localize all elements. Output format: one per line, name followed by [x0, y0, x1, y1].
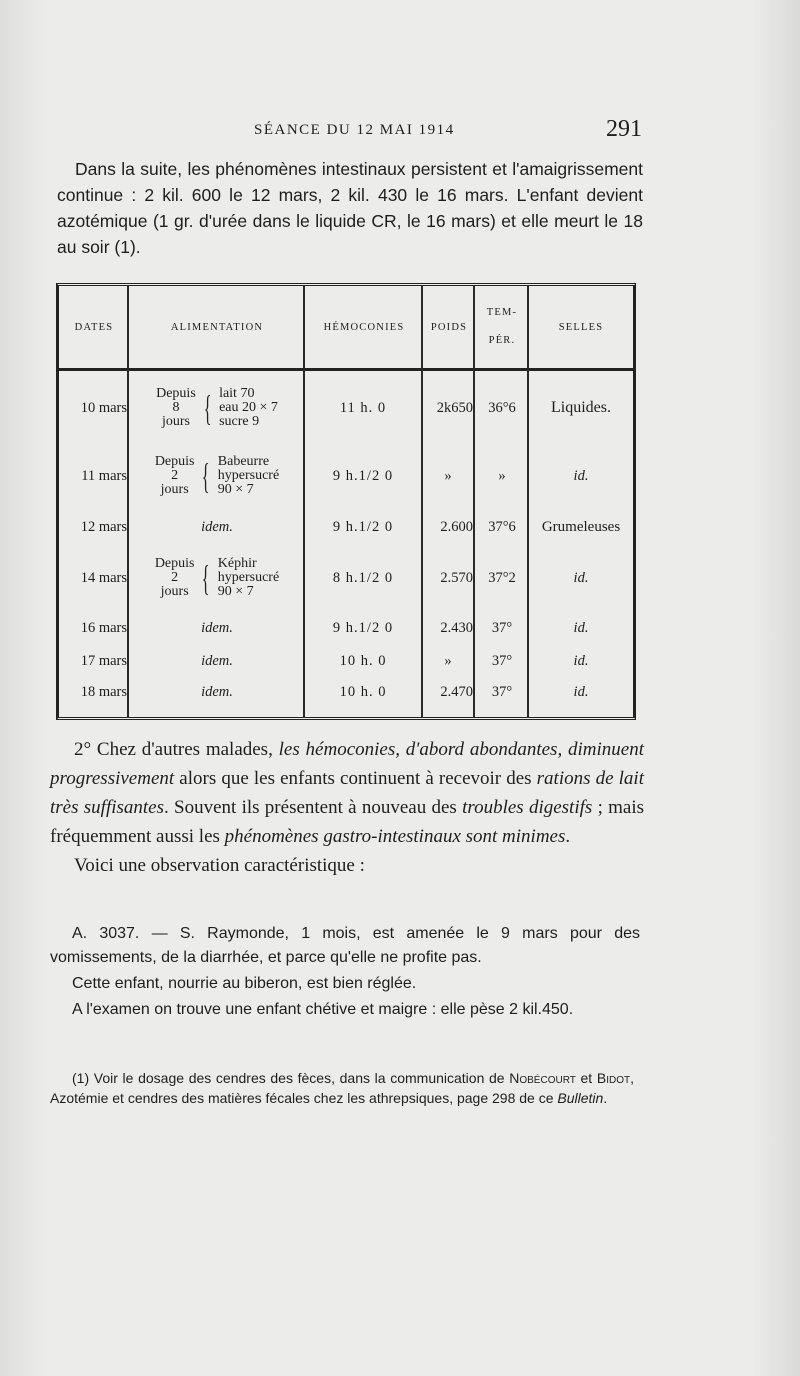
footnote [50, 1068, 634, 1108]
text-run-italic: troubles digestifs [462, 797, 593, 818]
cell-selles: Liquides. [551, 399, 611, 416]
running-head: SÉANCE DU 12 MAI 1914 [254, 122, 455, 138]
cell-date: 10 mars [80, 399, 127, 416]
recipe-line: sucre 9 [219, 414, 260, 429]
duration-line: jours [160, 482, 189, 497]
data-table [56, 283, 636, 720]
header-temper-line2: PÉR. [488, 335, 516, 346]
recipe-line: lait 70 [219, 386, 255, 401]
table-row [59, 376, 633, 440]
cell-alimentation: idem. [201, 619, 233, 636]
recipe-line: hypersucré [217, 468, 280, 483]
author-name: Nobécourt [509, 1070, 576, 1086]
header-selles: SELLES [558, 321, 604, 333]
alimentation-group [156, 387, 278, 429]
cell-temperature: 37° [491, 652, 513, 669]
brace-icon: { [203, 388, 212, 428]
header-poids: POIDS [430, 321, 468, 333]
brace-icon: { [202, 558, 211, 598]
table-header [59, 286, 633, 368]
duration-line: jours [161, 414, 190, 429]
recipe-line: eau 20 × 7 [219, 400, 278, 415]
table-row [59, 442, 633, 510]
observation-paragraph: A. 3037. — S. Raymonde, 1 mois, est amenée le 9 mars pour des vomissements, de la diarrhée, et parce qu'elle ne profite pas. [50, 925, 640, 966]
body-text [50, 735, 644, 880]
recipe-line: 90 × 7 [217, 584, 254, 599]
cell-alimentation [131, 442, 303, 510]
table-row [59, 546, 633, 610]
cell-temperature: 37°2 [488, 569, 516, 586]
cell-date: 17 mars [80, 652, 127, 669]
alimentation-duration [155, 455, 195, 497]
header-dates: DATES [74, 321, 114, 333]
cell-alimentation [131, 546, 303, 610]
cell-selles: id. [573, 569, 589, 586]
text-run: , Azotémie et cendres des matières fécales chez les athrepsiques, page 298 de ce [50, 1070, 634, 1106]
cell-date: 12 mars [80, 518, 127, 535]
alimentation-group [155, 557, 279, 599]
cell-hemoconies: 10 h. 0 [339, 683, 387, 700]
alimentation-duration [156, 387, 196, 429]
duration-line: 2 [171, 570, 179, 585]
body-paragraph [50, 735, 644, 851]
cell-hemoconies: 8 h.1/2 0 [332, 569, 394, 586]
intro-text: Dans la suite, les phénomènes intestinaux persistent et l'amaigrissement continue : 2 kil. 600 le 12 mars, 2 kil. 430 le 16 mars. L'enfant devient azotémique (1 gr. d'urée dans le liquide CR, le 16 mars) et elle meurt le 18 au soir (1). [57, 159, 643, 257]
text-run: alors que les enfants continuent à recevoir des [174, 768, 537, 789]
cell-selles: id. [573, 652, 589, 669]
table-row [59, 612, 633, 644]
cell-poids: 2.600 [440, 518, 473, 535]
duration-line: jours [160, 584, 189, 599]
intro-paragraph [57, 156, 643, 260]
cell-temperature: 37° [491, 619, 513, 636]
cell-hemoconies: 11 h. 0 [339, 399, 387, 416]
cell-poids: 2.430 [440, 619, 473, 636]
table-row [59, 512, 633, 542]
cell-date: 16 mars [80, 619, 127, 636]
header-alimentation: ALIMENTATION [170, 321, 264, 333]
table-row [59, 646, 633, 676]
cell-temperature: 37° [491, 683, 513, 700]
cell-hemoconies: 10 h. 0 [339, 652, 387, 669]
duration-line: 8 [172, 400, 180, 415]
header-temper [475, 286, 529, 368]
author-name: Bidot [596, 1070, 631, 1086]
recipe-line: Képhir [217, 556, 257, 571]
text-run: 2° Chez d'autres malades, [74, 739, 279, 760]
alimentation-duration [155, 557, 195, 599]
recipe-line: 90 × 7 [217, 482, 254, 497]
cell-hemoconies: 9 h.1/2 0 [332, 619, 394, 636]
alimentation-recipe [218, 455, 279, 497]
cell-temperature: 37°6 [488, 518, 516, 535]
duration-line: Depuis [156, 386, 196, 401]
text-run-italic: les hémoconies, d'abord abondantes, diminuent progressivement [50, 739, 644, 789]
cell-alimentation: idem. [201, 518, 233, 535]
text-run: . Souvent ils présentent à nouveau des [164, 797, 463, 818]
duration-line: 2 [171, 468, 179, 483]
cell-selles: id. [573, 619, 589, 636]
observation-paragraph: A l'examen on trouve une enfant chétive et maigre : elle pèse 2 kil.450. [72, 1001, 574, 1018]
text-run: et [575, 1070, 597, 1086]
observation-paragraph: Cette enfant, nourrie au biberon, est bien réglée. [72, 975, 417, 992]
cell-date: 14 mars [80, 569, 127, 586]
cell-poids: » [444, 467, 452, 484]
cell-alimentation [131, 376, 303, 440]
recipe-line: Babeurre [217, 454, 270, 469]
cell-poids: 2.470 [440, 683, 473, 700]
alimentation-group [155, 455, 279, 497]
table-row [59, 676, 633, 708]
observation [50, 922, 640, 1024]
alimentation-recipe [219, 387, 278, 429]
duration-line: Depuis [154, 454, 195, 469]
cell-hemoconies: 9 h.1/2 0 [332, 518, 394, 535]
journal-name: Bulletin [557, 1090, 604, 1106]
text-run-italic: phénomènes gastro-intestinaux sont minimes [224, 826, 566, 847]
header-temper-line1: TEM- [486, 307, 518, 318]
cell-poids: » [444, 652, 452, 669]
text-run: ; mais fréquemment aussi les [50, 797, 645, 847]
recipe-line: hypersucré [217, 570, 280, 585]
text-run: . [603, 1090, 608, 1106]
cell-poids: 2k650 [436, 399, 473, 416]
text-run-italic: rations de lait très suffisantes [50, 768, 644, 818]
cell-selles: id. [573, 683, 589, 700]
cell-poids: 2.570 [440, 569, 473, 586]
body-paragraph: Voici une observation caractéristique : [74, 855, 365, 876]
cell-selles: Grumeleuses [541, 518, 621, 535]
cell-temperature: » [498, 467, 506, 484]
duration-line: Depuis [154, 556, 195, 571]
cell-date: 11 mars [81, 467, 127, 484]
footnote-text [50, 1068, 634, 1108]
brace-icon: { [202, 456, 211, 496]
cell-date: 18 mars [80, 683, 127, 700]
cell-hemoconies: 9 h.1/2 0 [332, 467, 394, 484]
header-rule [59, 368, 633, 375]
cell-selles: id. [573, 467, 589, 484]
page-header [0, 118, 800, 148]
cell-alimentation: idem. [201, 652, 233, 669]
cell-alimentation: idem. [201, 683, 233, 700]
text-run: (1) Voir le dosage des cendres des fèces, dans la communication de [72, 1070, 510, 1086]
header-hemoconies: HÉMOCONIES [323, 321, 405, 333]
text-run: . [565, 826, 571, 847]
alimentation-recipe [218, 557, 279, 599]
cell-temperature: 36°6 [488, 399, 516, 416]
page-number: 291 [606, 116, 642, 142]
